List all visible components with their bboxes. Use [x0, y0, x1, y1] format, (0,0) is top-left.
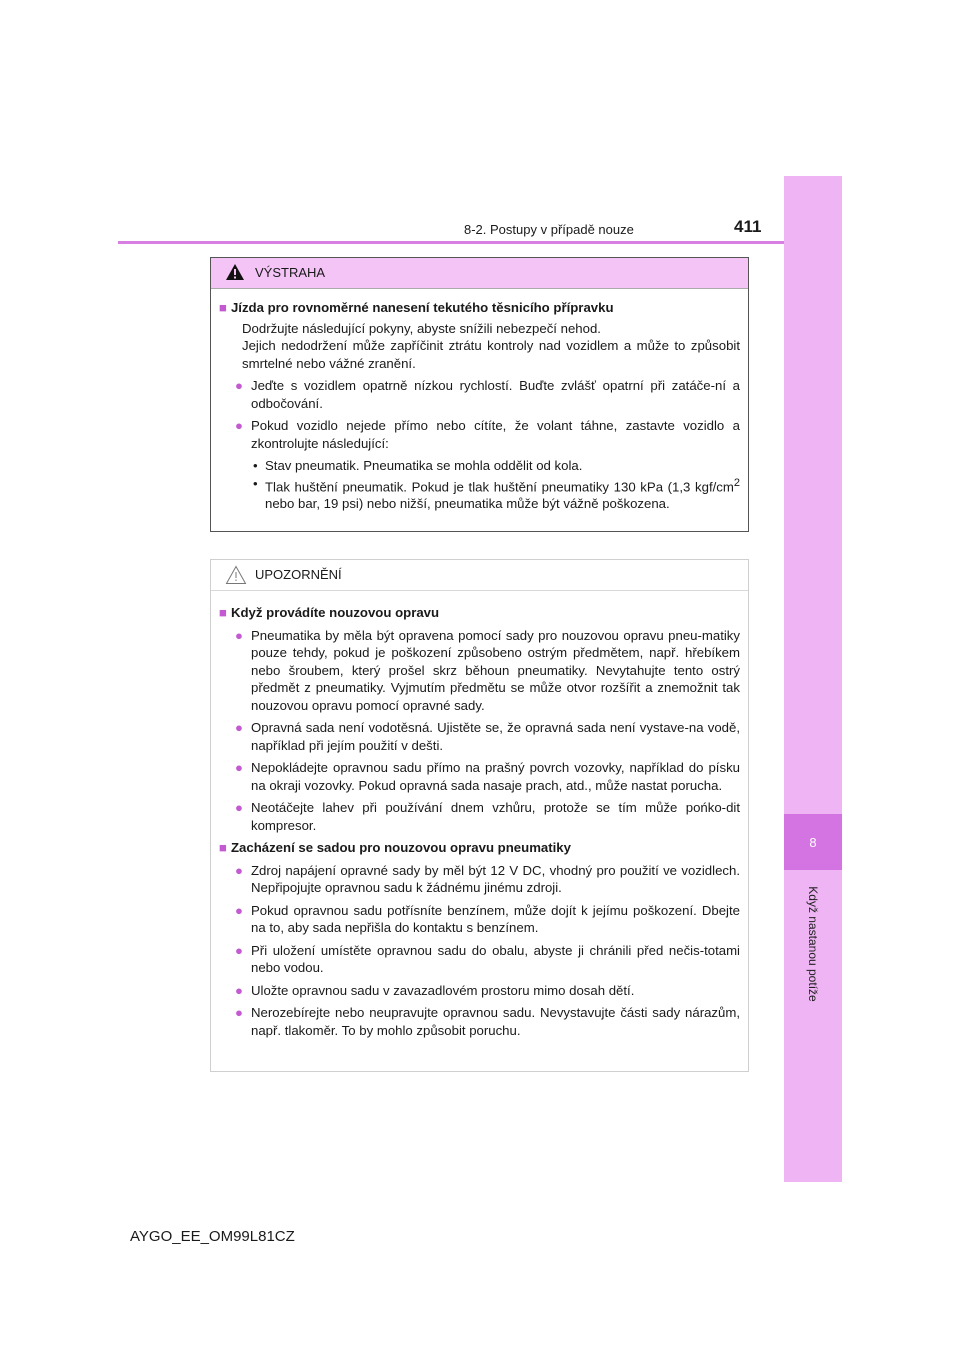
- circle-bullet-icon: ●: [235, 800, 243, 815]
- side-tab: [784, 176, 842, 1182]
- notice-title: UPOZORNĚNÍ: [255, 567, 342, 582]
- list-item: ● Zdroj napájení opravné sady by měl být 12 V DC, vhodný pro použití ve vozidlech. Nepřipojujte opravnou sadu k žádnému jinému zdroji.: [235, 862, 740, 895]
- circle-bullet-icon: ●: [235, 862, 243, 878]
- square-bullet-icon: ■: [219, 300, 227, 315]
- list-item: ● Neotáčejte lahev při používání dnem vzhůru, protože se tím může pońko-dit kompresor.: [235, 800, 740, 833]
- circle-bullet-icon: ●: [235, 1005, 243, 1020]
- circle-bullet-icon: ●: [235, 760, 243, 775]
- sub-list-item: • Stav pneumatik. Pneumatika se mohla oddělit od kola.: [253, 458, 583, 473]
- circle-bullet-icon: ●: [235, 902, 243, 918]
- list-item: ● Nepokládejte opravnou sadu přímo na prašný povrch vozovky, například do písku na okraji vozovky. Pokud opravná sada nasaje prach, atd., může nastat porucha.: [235, 760, 740, 793]
- list-item: ● Pokud vozidlo nejede přímo nebo cítíte, že volant táhne, zastavte vozidlo a zkontrolujte následující:: [235, 418, 740, 451]
- chapter-number: 8: [784, 814, 842, 870]
- warning-paragraph: Dodržujte následující pokyny, abyste snížili nebezpečí nehod.: [242, 320, 601, 336]
- list-item: ● Opravná sada není vodotěsná. Ujistěte se, že opravná sada není vystave-na vodě, například při jejím použití v dešti.: [235, 720, 740, 753]
- warning-body: [211, 289, 748, 531]
- circle-bullet-icon: ●: [235, 720, 243, 735]
- list-item: ● Nerozebírejte nebo neupravujte opravnou sadu. Nevystavujte části sady nárazům, např. tlakoměr. To by mohlo způsobit poruchu.: [235, 1005, 740, 1038]
- circle-bullet-icon: ●: [235, 982, 243, 998]
- document-code: AYGO_EE_OM99L81CZ: [130, 1228, 295, 1245]
- page-number: 411: [734, 217, 762, 236]
- circle-bullet-icon: ●: [235, 378, 243, 393]
- list-item: ● Pneumatika by měla být opravena pomocí sady pro nouzovou opravu pneu-matiky pouze tehdy, pokud je poškození způsobeno ostrým předmětem, např. hřebíkem nebo šroubem, který prošel skrz běhoun pneumatiky. Nevytahujte tento ostrý předmět z pneumatiky. Vyjmutím předmětu se může otvor rozšířit a znemožnit tak nouzovou opravu pomocí opravné sady.: [235, 627, 740, 713]
- section-heading: 8-2. Postupy v případě nouze: [464, 222, 634, 237]
- warning-section-title: ■ Jízda pro rovnoměrné nanesení tekutého těsnicího přípravku: [219, 300, 614, 315]
- list-item: ● Jeďte s vozidlem opatrně nízkou rychlostí. Buďte zvlášť opatrní při zatáče-ní a odbočování.: [235, 378, 740, 411]
- warning-paragraph: Jejich nedodržení může zapříčinit ztrátu kontroly nad vozidlem a může to způsobit smrtelné nebo vážné zranění.: [242, 338, 740, 371]
- notice-section-title: ■ Když provádíte nouzovou opravu: [219, 605, 440, 620]
- notice-box: [210, 559, 749, 1072]
- circle-bullet-icon: ●: [235, 627, 243, 643]
- circle-bullet-icon: ●: [235, 418, 243, 433]
- notice-section-title: ■ Zacházení se sadou pro nouzovou opravu pneumatiky: [219, 840, 571, 855]
- warning-icon: [225, 263, 245, 281]
- square-bullet-icon: ■: [219, 840, 227, 855]
- header-rule: [118, 241, 784, 244]
- square-bullet-icon: ■: [219, 605, 227, 620]
- warning-title: VÝSTRAHA: [255, 265, 326, 280]
- warning-box: [210, 257, 749, 532]
- sub-list-item: • Tlak huštění pneumatik. Pokud je tlak huštění pneumatiky 130 kPa (1,3 kgf/$cm^2$ nebo bar, 19 psi) nebo nižší, pneumatika může být vážně poškozena.: [253, 475, 740, 512]
- caution-icon: [225, 565, 247, 585]
- list-item: ● Při uložení umístěte opravnou sadu do obalu, abyste ji chránili před nečis-totami nebo vodou.: [235, 942, 740, 975]
- circle-bullet-icon: ●: [235, 942, 243, 958]
- list-item: ● Pokud opravnou sadu potřísníte benzínem, může dojít k jejímu poškození. Dbejte na to, aby sada nepřišla do kontaktu s benzínem.: [235, 902, 740, 935]
- chapter-label: Když nastanou potíže: [806, 886, 820, 1002]
- notice-header: [211, 560, 748, 591]
- list-item: ● Uložte opravnou sadu v zavazadlovém prostoru mimo dosah dětí.: [235, 982, 635, 998]
- warning-header: [211, 258, 748, 289]
- notice-body: [211, 591, 748, 1047]
